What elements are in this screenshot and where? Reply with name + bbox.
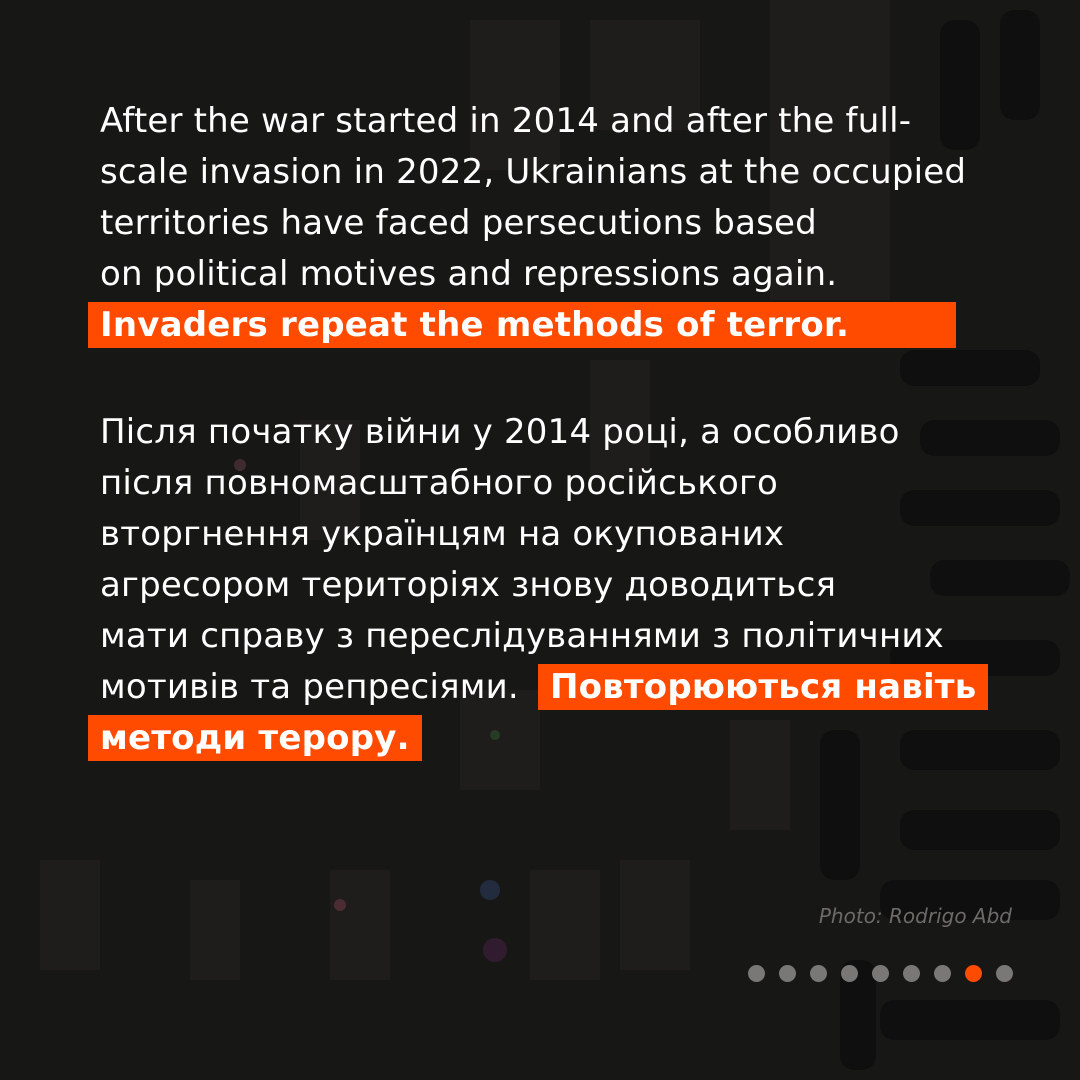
text-line: scale invasion in 2022, Ukrainians at the occupied <box>100 152 967 192</box>
pagination-dot[interactable] <box>996 965 1013 982</box>
text-line: після повномасштабного російського <box>100 463 779 503</box>
ukrainian-highlight-1: Повторюються навіть <box>538 664 988 710</box>
photo-credit: Photo: Rodrigo Abd <box>818 904 1012 928</box>
pagination-dot[interactable] <box>841 965 858 982</box>
text-line: on political motives and repressions again. <box>100 254 838 294</box>
main-text <box>100 96 1000 764</box>
ukrainian-highlight-2: методи терору. <box>88 715 422 761</box>
pagination-dot[interactable] <box>748 965 765 982</box>
text-line: After the war started in 2014 and after the full- <box>100 101 912 141</box>
english-paragraph <box>100 96 1000 351</box>
text-line: агресором територіях знову доводиться <box>100 565 837 605</box>
text-line: мати справу з переслідуваннями з політичних <box>100 616 945 656</box>
ukrainian-paragraph <box>100 407 1000 764</box>
text-line <box>100 662 1000 713</box>
pagination-dot[interactable] <box>872 965 889 982</box>
text-line: Після початку війни у 2014 році, а особливо <box>100 412 900 452</box>
plain-text: мотивів та репресіями. <box>100 667 519 707</box>
pagination-dot[interactable] <box>965 965 982 982</box>
pagination-dot[interactable] <box>779 965 796 982</box>
pagination-dots <box>748 965 1013 982</box>
text-line: вторгнення українцям на окупованих <box>100 514 785 554</box>
highlight-line <box>100 300 1000 351</box>
pagination-dot[interactable] <box>903 965 920 982</box>
english-highlight: Invaders repeat the methods of terror. <box>88 302 956 348</box>
pagination-dot[interactable] <box>810 965 827 982</box>
pagination-dot[interactable] <box>934 965 951 982</box>
text-line: territories have faced persecutions based <box>100 203 817 243</box>
highlight-line <box>100 713 1000 764</box>
